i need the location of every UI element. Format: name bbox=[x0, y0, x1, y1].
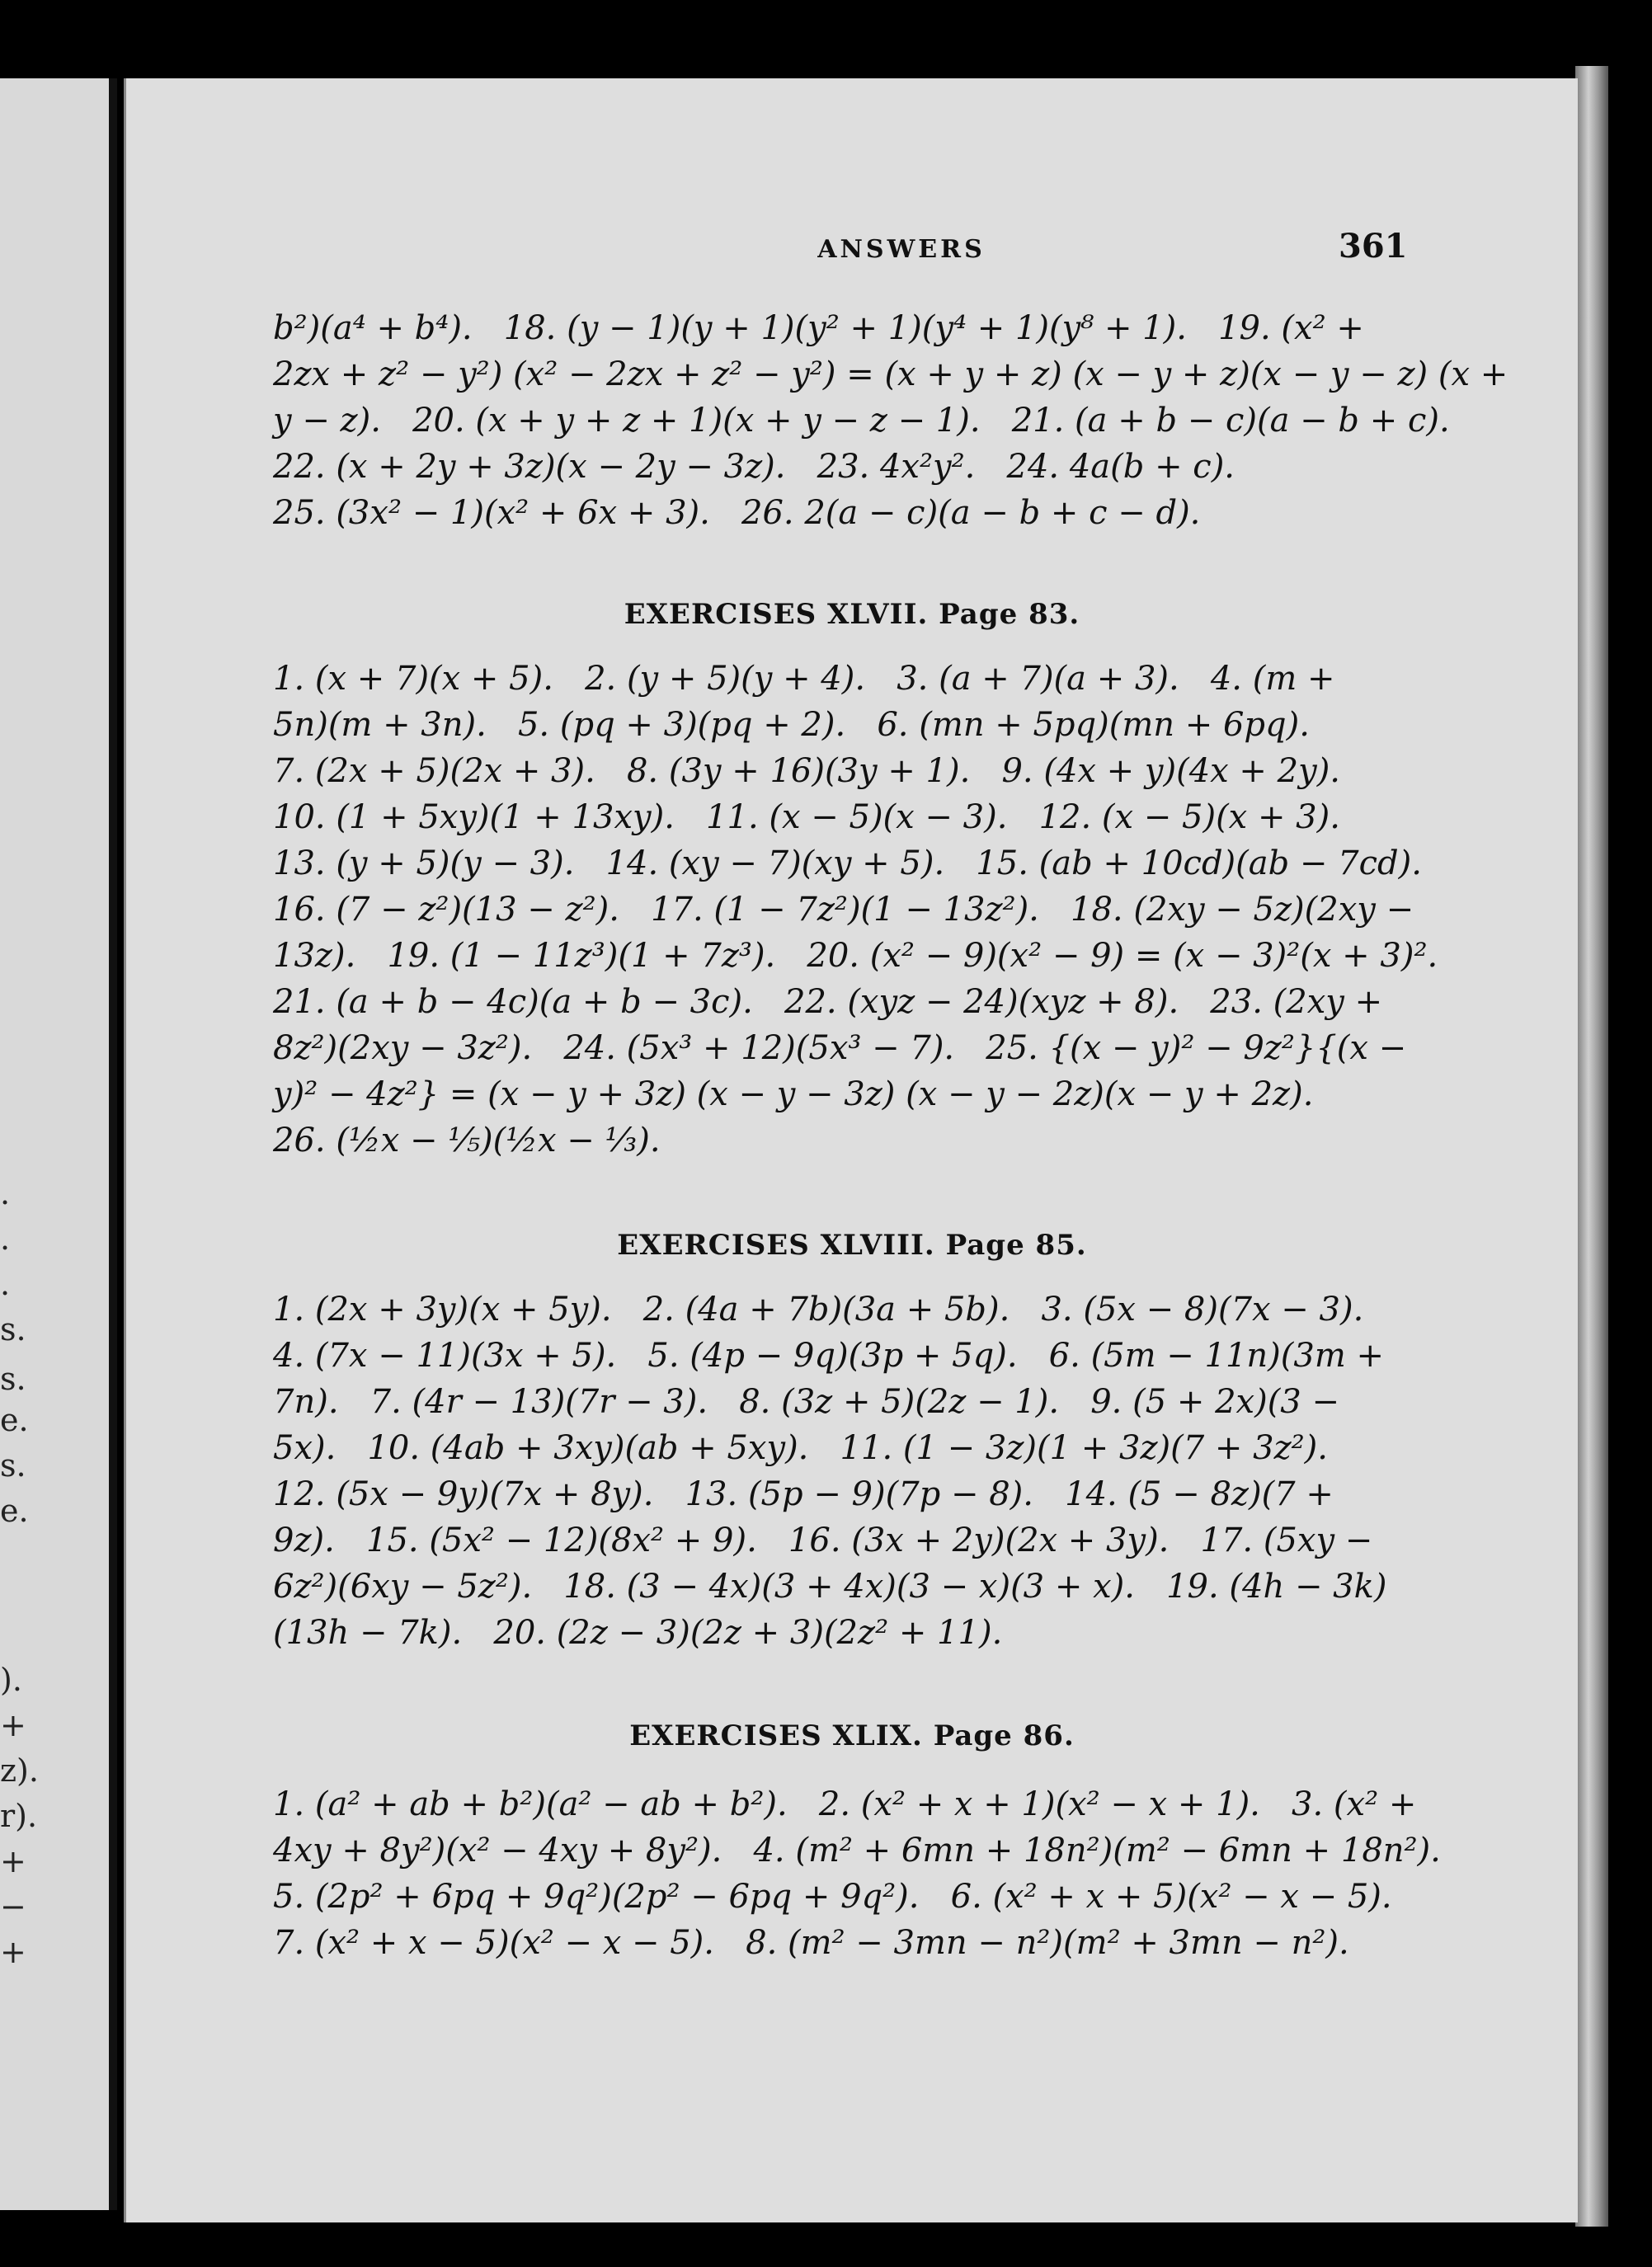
answer-line: 5. (2p² + 6pq + 9q²)(2p² − 6pq + 9q²). 6. (x² + x + 5)(x² − x − 5). bbox=[273, 1878, 1392, 1916]
answer-line: b²)(a⁴ + b⁴). 18. (y − 1)(y + 1)(y² + 1)(y⁴ + 1)(y⁸ + 1). 19. (x² + bbox=[273, 309, 1364, 347]
left-page-mark: s. bbox=[0, 1311, 26, 1348]
answer-line: y − z). 20. (x + y + z + 1)(x + y − z − 1). 21. (a + b − c)(a − b + c). bbox=[273, 402, 1450, 440]
answer-line: 12. (5x − 9y)(7x + 8y). 13. (5p − 9)(7p − 8). 14. (5 − 8z)(7 + bbox=[273, 1475, 1334, 1513]
answer-line: 22. (x + 2y + 3z)(x − 2y − 3z). 23. 4x²y². 24. 4a(b + c). bbox=[273, 448, 1235, 486]
answer-line: (13h − 7k). 20. (2z − 3)(2z + 3)(2z² + 11). bbox=[273, 1614, 1003, 1652]
answer-line: 16. (7 − z²)(13 − z²). 17. (1 − 7z²)(1 − 13z²). 18. (2xy − 5z)(2xy − bbox=[273, 891, 1414, 929]
section-title: EXERCISES XLVIII. Page 85. bbox=[617, 1229, 1087, 1262]
answer-line: 1. (x + 7)(x + 5). 2. (y + 5)(y + 4). 3. (a + 7)(a + 3). 4. (m + bbox=[273, 660, 1335, 698]
running-header: ANSWERS bbox=[817, 235, 986, 264]
section-title: EXERCISES XLVII. Page 83. bbox=[624, 598, 1080, 631]
page-edge bbox=[1575, 66, 1608, 2227]
answer-line: 4. (7x − 11)(3x + 5). 5. (4p − 9q)(3p + 5q). 6. (5m − 11n)(3m + bbox=[273, 1337, 1384, 1375]
page-number: 361 bbox=[1339, 227, 1408, 266]
left-page-mark: . bbox=[0, 1221, 11, 1257]
answer-line: 13. (y + 5)(y − 3). 14. (xy − 7)(xy + 5). 15. (ab + 10cd)(ab − 7cd). bbox=[273, 844, 1422, 882]
answer-line: 7n). 7. (4r − 13)(7r − 3). 8. (3z + 5)(2z − 1). 9. (5 + 2x)(3 − bbox=[273, 1383, 1339, 1421]
answer-line: 7. (2x + 5)(2x + 3). 8. (3y + 16)(3y + 1). 9. (4x + y)(4x + 2y). bbox=[273, 752, 1341, 790]
left-page-mark: e. bbox=[0, 1402, 29, 1438]
answer-line: y)² − 4z²} = (x − y + 3z) (x − y − 3z) (x − y − 2z)(x − y + 2z). bbox=[273, 1075, 1314, 1113]
answer-line: 1. (a² + ab + b²)(a² − ab + b²). 2. (x² + x + 1)(x² − x + 1). 3. (x² + bbox=[273, 1785, 1417, 1823]
left-page-mark: ). bbox=[0, 1662, 22, 1698]
left-page-edge bbox=[0, 78, 117, 2210]
left-page-mark: − bbox=[0, 1888, 26, 1925]
left-page-mark: + bbox=[0, 1707, 26, 1743]
left-page-mark: . bbox=[0, 1266, 11, 1302]
left-page-mark: + bbox=[0, 1843, 26, 1879]
answer-line: 5x). 10. (4ab + 3xy)(ab + 5xy). 11. (1 − 3z)(1 + 3z)(7 + 3z²). bbox=[273, 1429, 1329, 1467]
answer-line: 25. (3x² − 1)(x² + 6x + 3). 26. 2(a − c)(a − b + c − d). bbox=[273, 494, 1201, 532]
left-page-mark: + bbox=[0, 1934, 26, 1970]
answer-line: 6z²)(6xy − 5z²). 18. (3 − 4x)(3 + 4x)(3 − x)(3 + x). 19. (4h − 3k) bbox=[273, 1568, 1387, 1606]
answer-line: 9z). 15. (5x² − 12)(8x² + 9). 16. (3x + 2y)(2x + 3y). 17. (5xy − bbox=[273, 1522, 1373, 1559]
section-title: EXERCISES XLIX. Page 86. bbox=[629, 1719, 1075, 1752]
left-page-mark: r). bbox=[0, 1798, 38, 1834]
left-page-mark: e. bbox=[0, 1493, 29, 1529]
answer-line: 5n)(m + 3n). 5. (pq + 3)(pq + 2). 6. (mn + 5pq)(mn + 6pq). bbox=[273, 706, 1310, 744]
answer-line: 7. (x² + x − 5)(x² − x − 5). 8. (m² − 3mn − n²)(m² + 3mn − n²). bbox=[273, 1924, 1349, 1962]
left-page-mark: . bbox=[0, 1175, 11, 1211]
left-page-mark: s. bbox=[0, 1361, 26, 1397]
answer-line: 4xy + 8y²)(x² − 4xy + 8y²). 4. (m² + 6mn + 18n²)(m² − 6mn + 18n²). bbox=[273, 1832, 1441, 1870]
book-page bbox=[124, 78, 1578, 2222]
answer-line: 13z). 19. (1 − 11z³)(1 + 7z³). 20. (x² − 9)(x² − 9) = (x − 3)²(x + 3)². bbox=[273, 937, 1438, 975]
answer-line: 10. (1 + 5xy)(1 + 13xy). 11. (x − 5)(x − 3). 12. (x − 5)(x + 3). bbox=[273, 798, 1340, 836]
answer-line: 26. (½x − ⅕)(½x − ⅓). bbox=[273, 1122, 661, 1159]
answer-line: 2zx + z² − y²) (x² − 2zx + z² − y²) = (x + y + z) (x − y + z)(x − y − z) (x + bbox=[273, 355, 1508, 393]
answer-line: 1. (2x + 3y)(x + 5y). 2. (4a + 7b)(3a + 5b). 3. (5x − 8)(7x − 3). bbox=[273, 1291, 1364, 1329]
answer-line: 21. (a + b − 4c)(a + b − 3c). 22. (xyz − 24)(xyz + 8). 23. (2xy + bbox=[273, 983, 1383, 1021]
left-page-mark: z). bbox=[0, 1752, 39, 1789]
left-page-mark: s. bbox=[0, 1447, 26, 1484]
answer-line: 8z²)(2xy − 3z²). 24. (5x³ + 12)(5x³ − 7). 25. {(x − y)² − 9z²}{(x − bbox=[273, 1029, 1407, 1067]
